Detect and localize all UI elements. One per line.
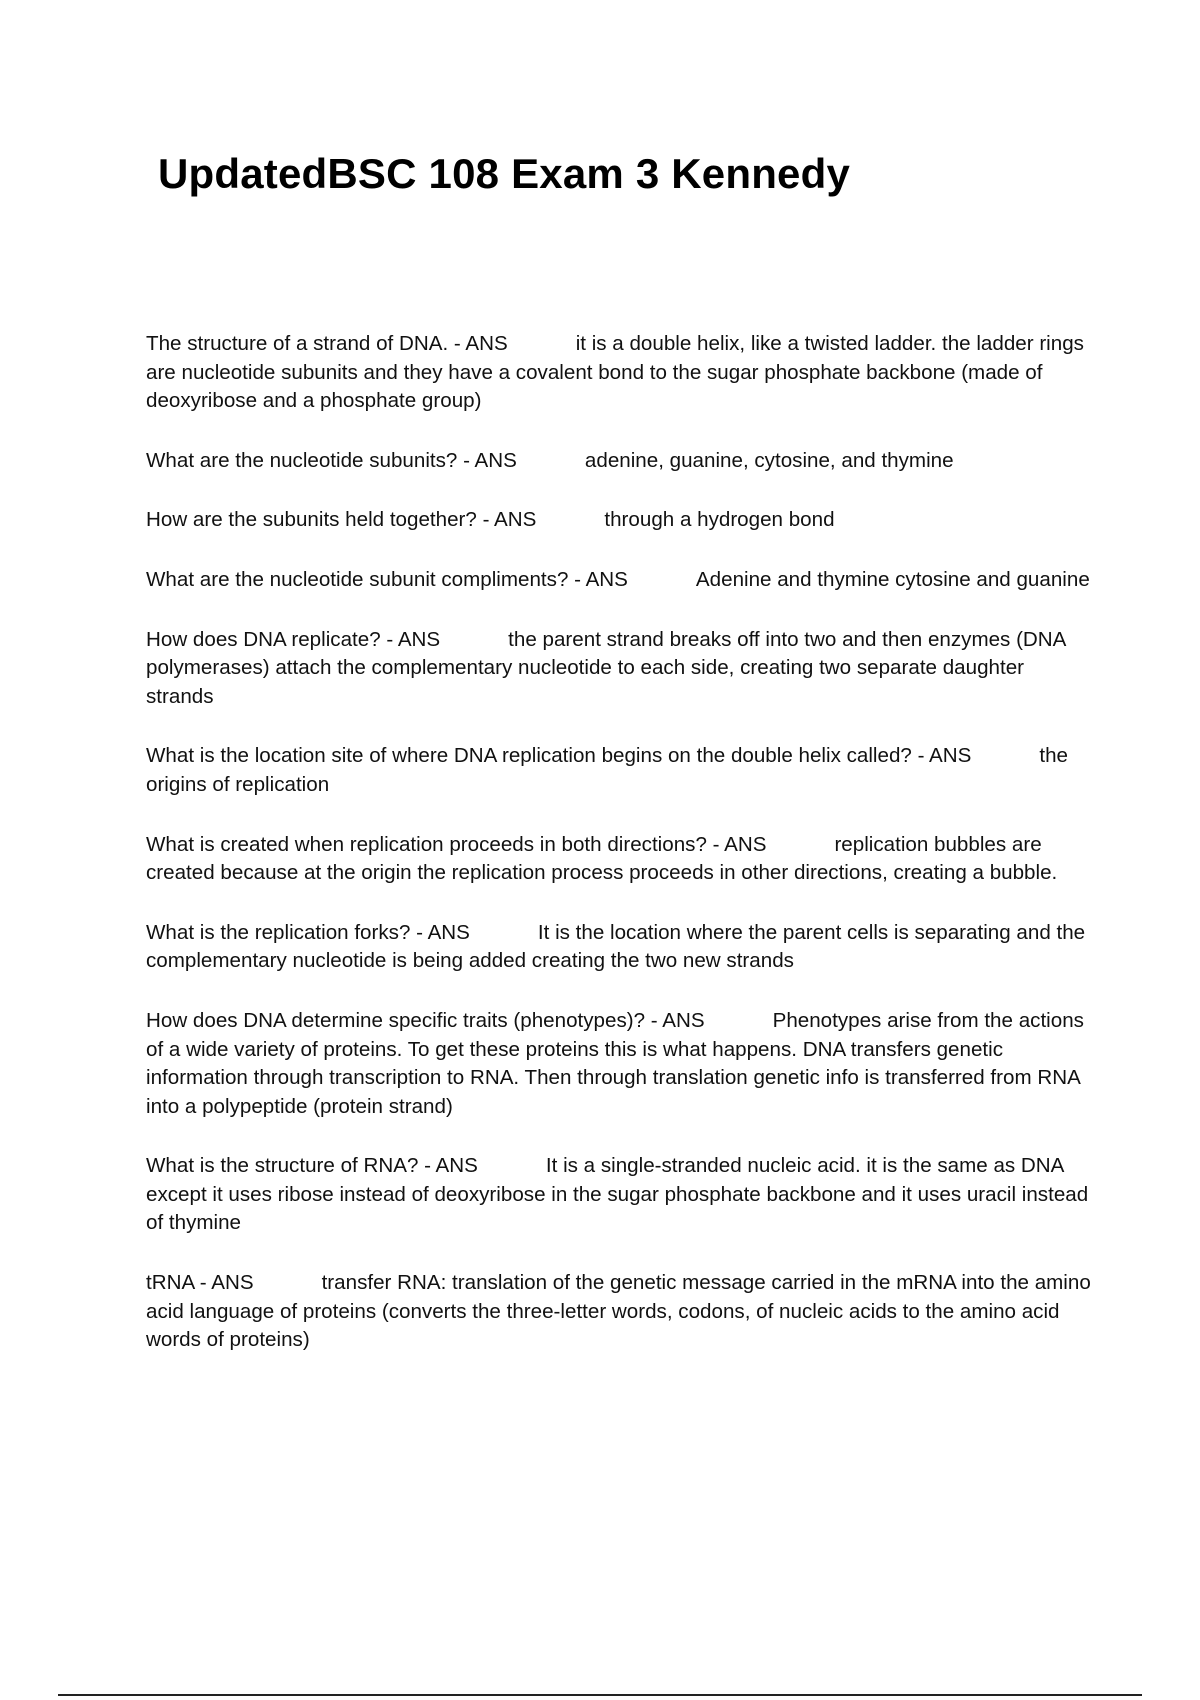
qa-item bbox=[146, 919, 1091, 976]
qa-item bbox=[146, 566, 1091, 595]
qa-item bbox=[146, 330, 1091, 416]
question-text: What are the nucleotide subunits? - ANS bbox=[146, 448, 517, 472]
answer-text: replication bubbles are created because at the origin the replication process proceeds in other directions, creating a bubble. bbox=[146, 832, 1058, 885]
question-text: What are the nucleotide subunit compliments? - ANS bbox=[146, 567, 628, 591]
answer-text: adenine, guanine, cytosine, and thymine bbox=[584, 448, 954, 472]
question-text: What is created when replication proceeds in both directions? - ANS bbox=[146, 832, 767, 856]
qa-item bbox=[146, 506, 1091, 535]
qa-item bbox=[146, 1152, 1091, 1238]
answer-text: transfer RNA: translation of the genetic message carried in the mRNA into the amino acid language of proteins (converts the three-letter words, codons, of nucleic acids to the amino acid words of proteins) bbox=[146, 1271, 1091, 1352]
qa-item bbox=[146, 831, 1091, 888]
answer-text: Adenine and thymine cytosine and guanine bbox=[695, 567, 1090, 591]
answer-text: Phenotypes arise from the actions of a wide variety of proteins. To get these proteins this is what happens. DNA transfers genetic information through transcription to RNA. Then through translation genetic info is transferred from RNA into a polypeptide (protein strand) bbox=[146, 1008, 1084, 1118]
question-text: What is the structure of RNA? - ANS bbox=[146, 1154, 478, 1178]
qa-item bbox=[146, 626, 1091, 712]
qa-item bbox=[146, 1007, 1091, 1121]
qa-item bbox=[146, 1269, 1091, 1355]
document-title: UpdatedBSC 108 Exam 3 Kennedy bbox=[158, 150, 851, 197]
question-text: The structure of a strand of DNA. - ANS bbox=[146, 332, 508, 355]
qa-item bbox=[146, 742, 1091, 799]
qa-list bbox=[146, 330, 1091, 1386]
question-text: tRNA - ANS bbox=[146, 1271, 254, 1295]
question-text: How are the subunits held together? - ANS bbox=[146, 508, 537, 532]
question-text: What is the location site of where DNA replication begins on the double helix called? - ANS bbox=[146, 744, 972, 768]
answer-text: It is a single-stranded nucleic acid. it is the same as DNA except it uses ribose instead of deoxyribose in the sugar phosphate backbone and it uses uracil instead of thymine bbox=[146, 1154, 1089, 1235]
question-text: What is the replication forks? - ANS bbox=[146, 920, 470, 944]
answer-text: It is the location where the parent cells is separating and the complementary nucleotide is being added creating the two new strands bbox=[146, 920, 1086, 973]
answer-text: it is a double helix, like a twisted ladder. the ladder rings are nucleotide subunits and they have a covalent bond to the sugar phosphate backbone (made of deoxyribose and a phosphate group) bbox=[146, 332, 1084, 413]
answer-text: the parent strand breaks off into two and then enzymes (DNA polymerases) attach the complementary nucleotide to each side, creating two separate daughter strands bbox=[146, 627, 1066, 708]
qa-item bbox=[146, 447, 1091, 476]
answer-text: through a hydrogen bond bbox=[604, 508, 835, 532]
question-text: How does DNA replicate? - ANS bbox=[146, 627, 441, 651]
answer-text: the origins of replication bbox=[146, 744, 1068, 796]
question-text: How does DNA determine specific traits (phenotypes)? - ANS bbox=[146, 1008, 705, 1032]
bottom-divider bbox=[58, 1694, 1142, 1696]
